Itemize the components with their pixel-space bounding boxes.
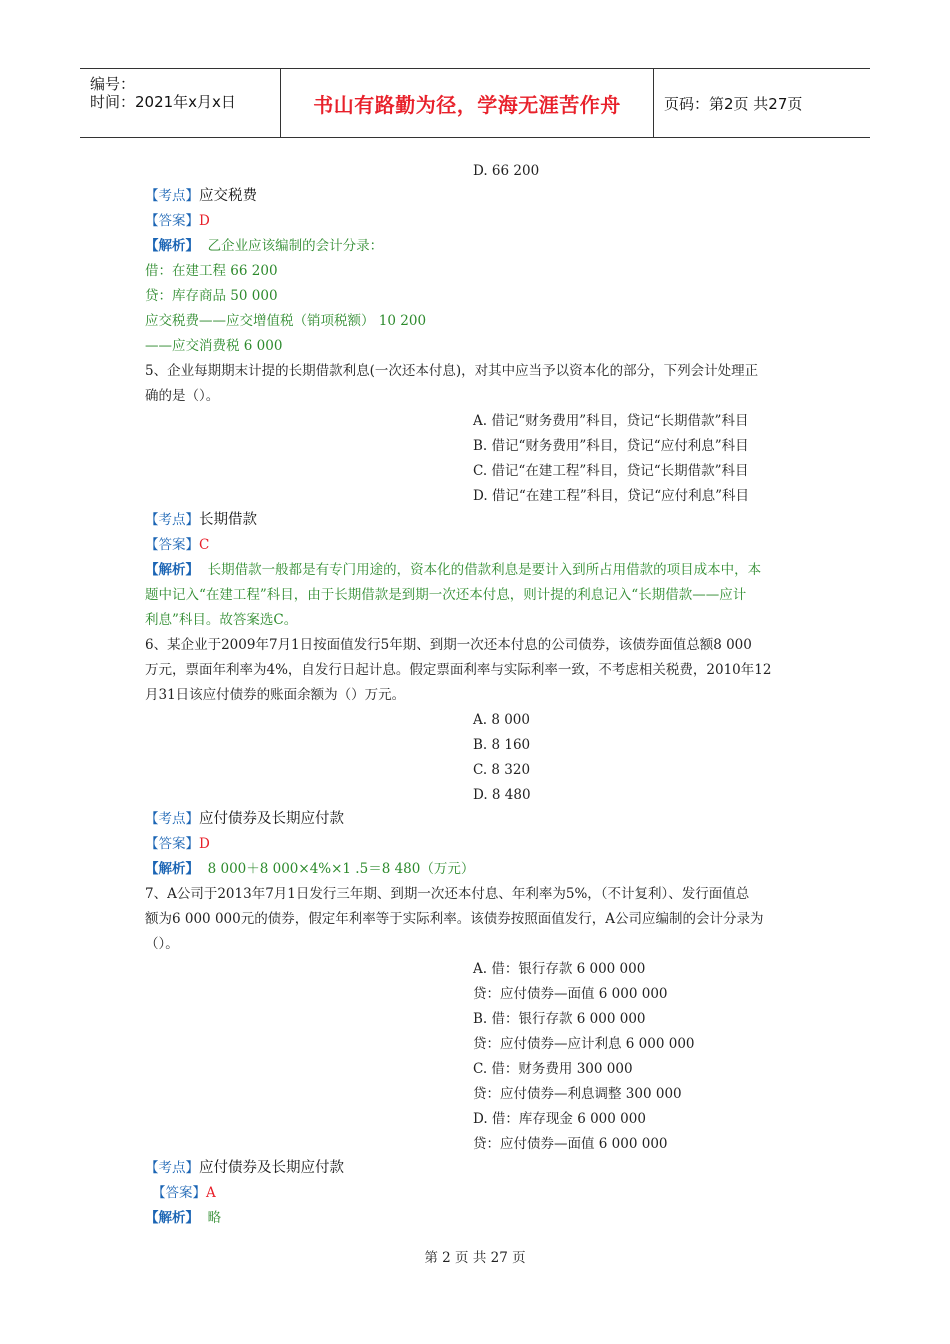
q7-option: 贷：应付债券—应计利息 6 000 000 — [473, 1036, 695, 1052]
analysis-line: 利息”科目。故答案选C。 — [145, 612, 298, 628]
q5-answer-row — [145, 536, 209, 554]
q6-stem-line: 月31日该应付债券的账面余额为（）万元。 — [145, 687, 406, 703]
q6-stem-line: 6、某企业于2009年7月1日按面值发行5年期、到期一次还本付息的公司债券，该债券面值总额8 000 — [145, 637, 752, 653]
analysis-tag: 【解析】 — [145, 238, 199, 254]
motto: 书山有路勤为径，学海无涯苦作舟 — [313, 92, 621, 117]
answer-text: C — [199, 537, 210, 553]
q6-option: B. 8 160 — [473, 737, 531, 753]
q6-option: D. 8 480 — [473, 787, 531, 803]
q7-option: 贷：应付债券—利息调整 300 000 — [473, 1086, 682, 1102]
q4-option-d: D. 66 200 — [473, 163, 540, 179]
q6-analysis-row — [145, 860, 474, 878]
analysis-line: 应交税费——应交增值税（销项税额） 10 200 — [145, 313, 427, 329]
q6-stem-line: 万元，票面年利率为4%，自发行日起计息。假定票面利率与实际利率一致，不考虑相关税费，2010年12 — [145, 662, 772, 678]
analysis-line: 题中记入“在建工程”科目，由于长期借款是到期一次还本付息，则计提的利息记入“长期借款——应计 — [145, 587, 747, 603]
answer-tag: 【答案】 — [145, 836, 199, 852]
q7-option: D. 借：库存现金 6 000 000 — [473, 1111, 646, 1127]
q7-stem-line: 额为6 000 000元的债券，假定年利率等于实际利率。该债券按照面值发行，A公司应编制的会计分录为 — [145, 911, 764, 927]
answer-text: D — [199, 213, 210, 229]
topic-text: 应交税费 — [199, 188, 257, 204]
analysis-tag: 【解析】 — [145, 1210, 199, 1226]
analysis-line: ——应交消费税 6 000 — [145, 338, 283, 354]
q5-topic-row — [145, 511, 257, 529]
topic-tag: 【考点】 — [145, 188, 199, 204]
topic-text: 应付债券及长期应付款 — [199, 1160, 344, 1176]
q7-analysis-row — [145, 1209, 221, 1227]
q7-option: B. 借：银行存款 6 000 000 — [473, 1011, 646, 1027]
page-header — [80, 68, 870, 138]
q5-option: D. 借记“在建工程”科目，贷记“应付利息”科目 — [473, 488, 750, 504]
analysis-line: 略 — [207, 1210, 222, 1226]
answer-tag: 【答案】 — [145, 537, 199, 553]
answer-text: D — [199, 836, 210, 852]
analysis-line: 8 000＋8 000×4%×1 .5＝8 480（万元） — [207, 861, 475, 877]
q6-option: C. 8 320 — [473, 762, 531, 778]
number-label: 编号： — [90, 75, 136, 93]
q6-answer-row — [145, 835, 210, 853]
header-page-cell — [654, 69, 870, 137]
answer-tag: 【答案】 — [145, 213, 199, 229]
answer-tag: 【答案】 — [152, 1185, 206, 1201]
q4-answer-row — [145, 212, 210, 230]
q7-option: 贷：应付债券—面值 6 000 000 — [473, 986, 668, 1002]
q5-stem-line: 5、企业每期期末计提的长期借款利息(一次还本付息)，对其中应当予以资本化的部分，下列会计处理正 — [145, 363, 759, 379]
q5-option: A. 借记“财务费用”科目，贷记“长期借款”科目 — [473, 413, 749, 429]
topic-tag: 【考点】 — [145, 811, 199, 827]
q6-option: A. 8 000 — [473, 712, 530, 728]
analysis-line: 乙企业应该编制的会计分录： — [207, 238, 384, 254]
q4-topic-row — [145, 187, 257, 205]
answer-text: A — [206, 1185, 216, 1201]
q5-stem-line: 确的是（）。 — [145, 388, 220, 404]
q7-topic-row — [145, 1159, 344, 1177]
q5-analysis-row — [145, 561, 761, 579]
topic-tag: 【考点】 — [145, 1160, 199, 1176]
header-motto-cell — [281, 69, 654, 137]
q7-option: A. 借：银行存款 6 000 000 — [473, 961, 646, 977]
analysis-line: 长期借款一般都是有专门用途的，资本化的借款利息是要计入到所占用借款的项目成本中，本 — [207, 562, 762, 578]
topic-text: 应付债券及长期应付款 — [199, 811, 344, 827]
page-label: 页码：第2页 共27页 — [664, 94, 803, 113]
q7-option: C. 借：财务费用 300 000 — [473, 1061, 633, 1077]
header-meta-cell — [80, 69, 281, 137]
analysis-line: 贷：库存商品 50 000 — [145, 288, 278, 304]
q7-stem-line: 7、A公司于2013年7月1日发行三年期、到期一次还本付息、年利率为5%，（不计复利）、发行面值总 — [145, 886, 750, 902]
q7-stem-line: （）。 — [145, 936, 179, 952]
page-footer: 第 2 页 共 27 页 — [424, 1250, 526, 1266]
q5-option: B. 借记“财务费用”科目，贷记“应付利息”科目 — [473, 438, 749, 454]
q4-analysis-row — [145, 237, 383, 255]
topic-tag: 【考点】 — [145, 512, 199, 528]
time-label: 时间：2021年x月x日 — [90, 93, 236, 111]
q7-answer-row — [152, 1184, 216, 1202]
analysis-tag: 【解析】 — [145, 861, 199, 877]
q7-option: 贷：应付债券—面值 6 000 000 — [473, 1136, 668, 1152]
topic-text: 长期借款 — [199, 512, 257, 528]
q5-option: C. 借记“在建工程”科目，贷记“长期借款”科目 — [473, 463, 749, 479]
analysis-line: 借：在建工程 66 200 — [145, 263, 278, 279]
q6-topic-row — [145, 810, 344, 828]
analysis-tag: 【解析】 — [145, 562, 199, 578]
